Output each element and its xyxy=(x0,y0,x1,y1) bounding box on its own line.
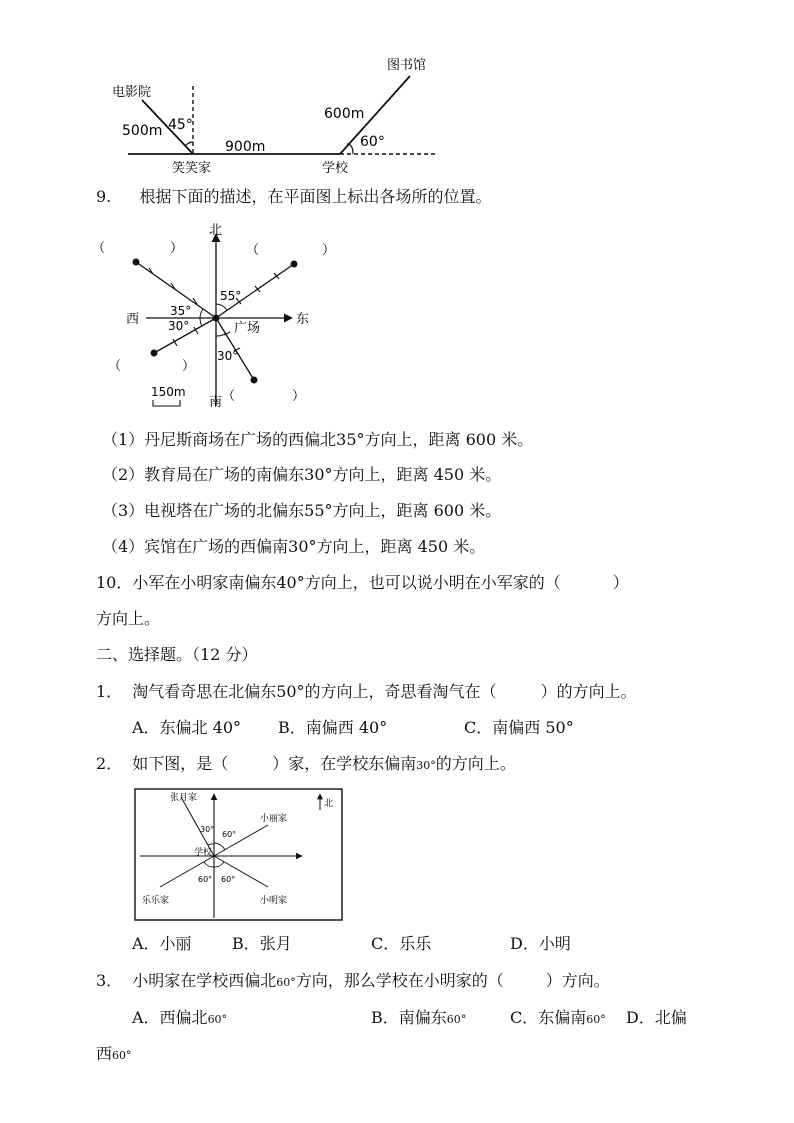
school-label: 学校 xyxy=(322,161,349,176)
section-2-title: 二、选择题。（12 分） xyxy=(96,645,258,664)
arc-60-ne xyxy=(214,843,225,850)
c1-post: ）的方向上。 xyxy=(540,682,637,701)
angle-30s-label: 30° xyxy=(217,349,239,363)
arc-30s xyxy=(216,334,225,336)
scale-bar xyxy=(153,400,180,406)
south-label: 南 xyxy=(209,395,223,410)
c3-option-a-text: A．西偏北 xyxy=(132,1008,208,1027)
arc-30w xyxy=(200,318,202,326)
c3-option-b-text: B．南偏东 xyxy=(371,1008,447,1027)
north-label: 北 xyxy=(209,223,223,238)
arc-60-se xyxy=(214,862,224,867)
point-sw xyxy=(151,350,158,357)
paren-ne-open: （ xyxy=(246,243,260,258)
c2-deg: 30° xyxy=(416,759,436,772)
c3-option-d-wrap[interactable] xyxy=(96,1044,132,1066)
c2-option-a[interactable]: A．小丽 xyxy=(132,934,192,953)
angle-arc-45 xyxy=(185,142,193,146)
q10-line-2: 方向上。 xyxy=(96,609,161,628)
arc-55 xyxy=(216,304,227,310)
c3-option-a-deg: 60° xyxy=(207,1013,228,1026)
ray-ticks xyxy=(149,268,279,351)
c3-option-c[interactable] xyxy=(510,1008,606,1030)
paren-nw-open: （ xyxy=(92,241,106,256)
c3-option-d-wrap-text: 西 xyxy=(96,1044,113,1063)
c2-option-b[interactable]: B．张月 xyxy=(232,934,292,953)
c2-direction-figure xyxy=(134,788,344,922)
paren-sw-open: （ xyxy=(108,359,122,374)
xiaoli-label: 小丽家 xyxy=(260,814,288,824)
c3-pre: 小明家在学校西偏北 xyxy=(132,971,277,990)
arc-30 xyxy=(208,844,214,845)
c2-pre: 如下图，是（ xyxy=(132,754,229,773)
c2-option-d[interactable]: D．小明 xyxy=(510,934,571,953)
angle-35-label: 35° xyxy=(170,304,192,318)
zhangyue-label: 张月家 xyxy=(170,793,198,803)
q9-number: 9. xyxy=(96,187,112,206)
library-angle: 60° xyxy=(360,134,385,150)
c3-option-b-deg: 60° xyxy=(446,1013,467,1026)
angle-30-label: 30° xyxy=(200,825,215,834)
c1-line xyxy=(96,682,637,702)
cinema-label: 电影院 xyxy=(112,85,152,100)
cinema-distance: 500m xyxy=(122,123,163,139)
arc-60-sw xyxy=(204,862,214,867)
c2-option-c[interactable]: C．乐乐 xyxy=(371,934,432,953)
point-s xyxy=(251,377,258,384)
east-label: 东 xyxy=(296,312,310,327)
c3-close: ）方向。 xyxy=(545,971,610,990)
q9-item-4: （4）宾馆在广场的西偏南30°方向上，距离 450 米。 xyxy=(102,537,486,556)
point-nw xyxy=(133,259,140,266)
c3-option-c-text: C．东偏南 xyxy=(510,1008,587,1027)
q10-text: 10．小军在小明家南偏东40°方向上，也可以说小明在小军家的（ xyxy=(96,573,561,592)
angle-60-ne-label: 60° xyxy=(222,830,237,839)
c2-number: 2． xyxy=(96,754,123,773)
q9-item-2: （2）教育局在广场的南偏东30°方向上，距离 450 米。 xyxy=(102,465,502,484)
c3-line xyxy=(96,971,610,993)
library-label: 图书馆 xyxy=(387,58,427,73)
center-point xyxy=(213,315,220,322)
c3-post: 方向，那么学校在小明家的（ xyxy=(295,971,504,990)
c3-option-a[interactable] xyxy=(132,1008,227,1030)
c2-line xyxy=(96,754,516,776)
c3-number: 3． xyxy=(96,971,123,990)
paren-sw-close: ） xyxy=(182,359,196,374)
angle-55-label: 55° xyxy=(220,289,242,303)
c2-post2: 的方向上。 xyxy=(435,754,516,773)
center-label: 广场 xyxy=(234,321,261,336)
cinema-angle: 45° xyxy=(168,117,193,133)
c1-pre: 淘气看奇思在北偏东50°的方向上，奇思看淘气在（ xyxy=(132,682,497,701)
angle-60-se-label: 60° xyxy=(221,875,236,884)
paren-nw-close: ） xyxy=(170,241,184,256)
q9-line xyxy=(96,187,491,207)
q9-direction-figure xyxy=(92,220,336,410)
c3-option-c-deg: 60° xyxy=(586,1013,606,1026)
c1-option-c[interactable]: C．南偏西 50° xyxy=(464,718,574,737)
c1-number: 1． xyxy=(96,682,123,701)
lele-label: 乐乐家 xyxy=(142,896,170,906)
west-label: 西 xyxy=(126,312,140,327)
q9-item-1: （1）丹尼斯商场在广场的西偏北35°方向上，距离 600 米。 xyxy=(102,430,534,449)
top-direction-figure xyxy=(100,52,450,176)
paren-s-open: （ xyxy=(222,389,236,404)
c3-option-d-deg: 60° xyxy=(112,1049,132,1062)
c3-option-d[interactable]: D．北偏 xyxy=(626,1008,687,1027)
home-label: 笑笑家 xyxy=(172,161,212,176)
angle-30w-label: 30° xyxy=(168,319,190,333)
c2-post1: ）家，在学校东偏南 xyxy=(272,754,417,773)
paren-s-close: ） xyxy=(292,389,306,404)
c3-deg: 60° xyxy=(276,976,296,989)
xiaoming-label: 小明家 xyxy=(260,896,288,906)
angle-60-sw-label: 60° xyxy=(198,875,213,884)
q9-text: 根据下面的描述，在平面图上标出各场所的位置。 xyxy=(139,187,492,206)
c1-option-a[interactable]: A．东偏北 40° xyxy=(132,718,242,737)
q10-close: ） xyxy=(612,573,629,592)
q9-item-3: （3）电视塔在广场的北偏东55°方向上，距离 600 米。 xyxy=(102,501,502,520)
home-school-distance: 900m xyxy=(225,139,266,155)
q10-line-1 xyxy=(96,573,629,593)
c3-option-b[interactable] xyxy=(371,1008,466,1030)
paren-ne-close: ） xyxy=(322,243,336,258)
north-label: 北 xyxy=(324,799,334,809)
library-distance: 600m xyxy=(324,106,365,122)
arc-35 xyxy=(200,309,203,318)
scale-label: 150m xyxy=(151,385,186,399)
point-ne xyxy=(291,261,298,268)
c1-option-b[interactable]: B．南偏西 40° xyxy=(278,718,388,737)
school-label: 学校 xyxy=(194,848,213,858)
